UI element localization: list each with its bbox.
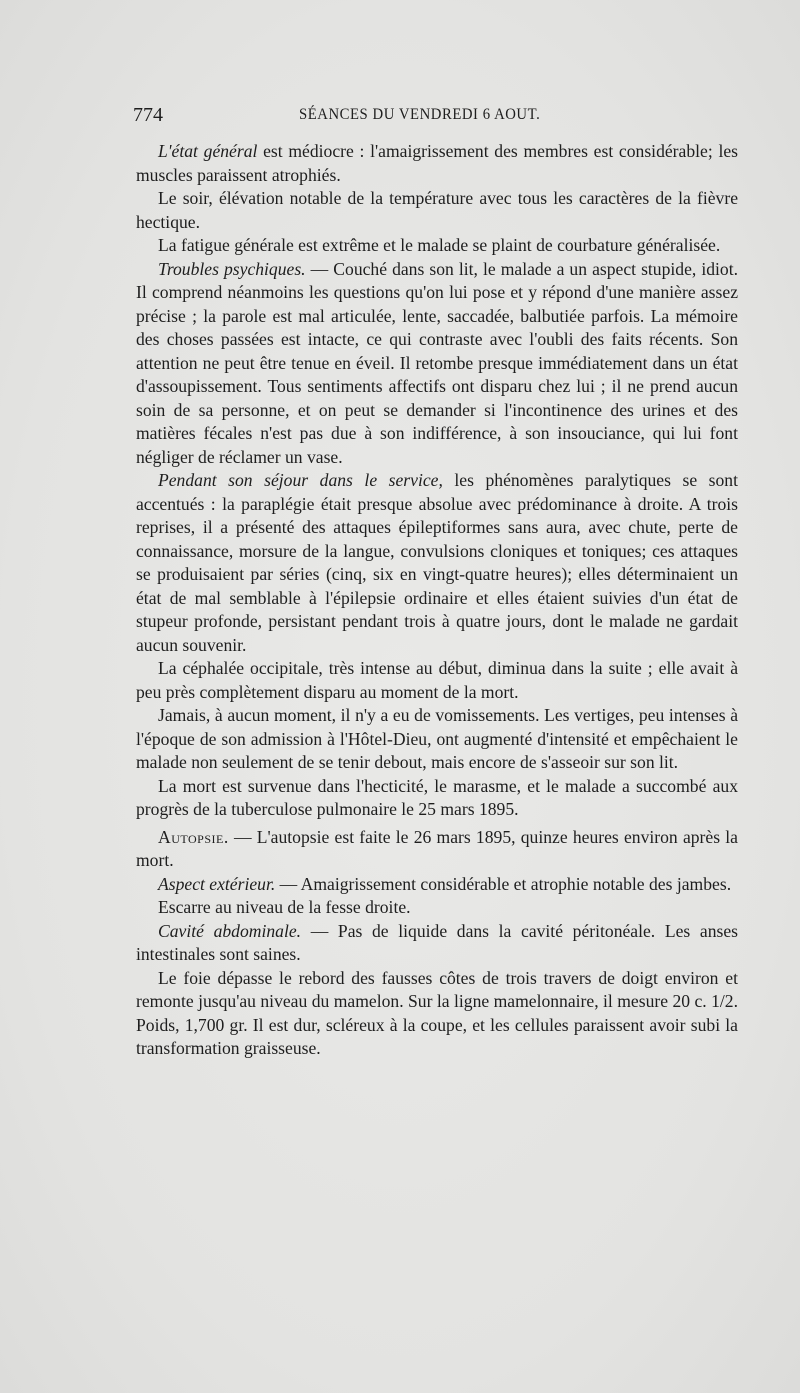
paragraph-text: — Amaigrissement considérable et atrophie notable des jambes. <box>275 873 732 894</box>
paragraph-text: La fatigue générale est extrême et le malade se plaint de courbature généralisée. <box>158 235 721 255</box>
paragraph-mort <box>136 775 738 822</box>
paragraph-text: les phénomènes paralytiques se sont accentués : la paraplégie était presque absolue avec prédominance à droite. A trois reprises, il a présenté des attaques épileptiformes sans aura, avec chute, perte de connaissance, morsure de la langue, convulsions cloniques et toniques; ces attaques se produisaient par séries (cinq, six en vingt-quatre heures); elles déterminaient un état de mal semblable à l'épilepsie ordinaire et elles étaient suivies d'un état de stupeur profonde, persistant pendant trois à quatre jours, dont le malade ne gardait aucun souvenir. <box>136 470 738 655</box>
paragraph-foie <box>136 967 738 1061</box>
paragraph-escarre <box>136 896 738 920</box>
paragraph-lead: L'état général <box>158 141 258 161</box>
paragraph-lead: Cavité abdominale. <box>158 920 302 941</box>
paragraph-text: La mort est survenue dans l'hecticité, le marasme, et le malade a succombé aux progrès de la tuberculose pulmonaire le 25 mars 1895. <box>136 775 738 819</box>
paragraph-text: Escarre au niveau de la fesse droite. <box>158 897 411 917</box>
paragraph-lead: Troubles psychiques. <box>158 258 306 279</box>
paragraph-vertiges <box>136 704 738 775</box>
section-heading-autopsie: Autopsie. <box>158 826 229 847</box>
paragraph-aspect-exterieur <box>136 873 738 897</box>
paragraph-etat-general <box>136 140 738 187</box>
paragraph-lead: Pendant son séjour dans le service, <box>158 470 443 490</box>
paragraph-text: — Pas de liquide dans la cavité péritonéale. Les anses intestinales sont saines. <box>136 920 738 964</box>
paragraph-cavite-abdominale <box>136 920 738 967</box>
page-header <box>133 104 737 130</box>
paragraph-text: Jamais, à aucun moment, il n'y a eu de vomissements. Les vertiges, peu intenses à l'époque de son admission à l'Hôtel-Dieu, ont augmenté d'intensité et empêchaient le malade non seulement de se tenir debout, mais encore de s'asseoir sur son lit. <box>136 705 738 772</box>
paragraph-text: est médiocre : l'amaigrissement des membres est considérable; les muscles paraissent atrophiés. <box>136 141 738 185</box>
paragraph-cephalee <box>136 657 738 704</box>
page-number: 774 <box>133 104 163 126</box>
paragraph-troubles-psychiques <box>136 258 738 470</box>
paragraph-lead: Aspect extérieur. <box>158 873 276 894</box>
running-head: SÉANCES DU VENDREDI 6 AOUT. <box>299 106 541 123</box>
paragraph-text: — Couché dans son lit, le malade a un aspect stupide, idiot. Il comprend néanmoins les questions qu'on lui pose et y répond d'une manière assez précise ; la parole est mal articulée, lente, saccadée, balbutiée parfois. La mémoire des choses passées est intacte, ce qui contraste avec l'oubli des faits récents. Son attention ne peut être tenue en éveil. Il retombe presque immédiatement dans un état d'assoupissement. Tous sentiments affectifs ont disparu chez lui ; il ne prend aucun soin de sa personne, et on peut se demander si l'incontinence des urines et des matières fécales n'est pas due à son indifférence, à son insouciance, qui lui font négliger de réclamer un vase. <box>136 258 739 467</box>
paragraph-sejour <box>136 469 738 657</box>
paragraph-soir <box>136 187 738 234</box>
paragraph-text: Le foie dépasse le rebord des fausses côtes de trois travers de doigt environ et remonte jusqu'au niveau du mamelon. Sur la ligne mamelonnaire, il mesure 20 c. 1/2. Poids, 1,700 gr. Il est dur, scléreux à la coupe, et les cellules paraissent avoir subi la transformation graisseuse. <box>136 967 738 1058</box>
paragraph-fatigue <box>136 234 738 258</box>
body-text <box>136 140 738 1061</box>
paragraph-text: — L'autopsie est faite le 26 mars 1895, quinze heures environ après la mort. <box>136 826 738 870</box>
paragraph-text: La céphalée occipitale, très intense au début, diminua dans la suite ; elle avait à peu près complètement disparu au moment de la mort. <box>136 658 738 702</box>
paragraph-autopsie <box>136 826 738 873</box>
paragraph-text: Le soir, élévation notable de la température avec tous les caractères de la fièvre hectique. <box>136 188 738 232</box>
